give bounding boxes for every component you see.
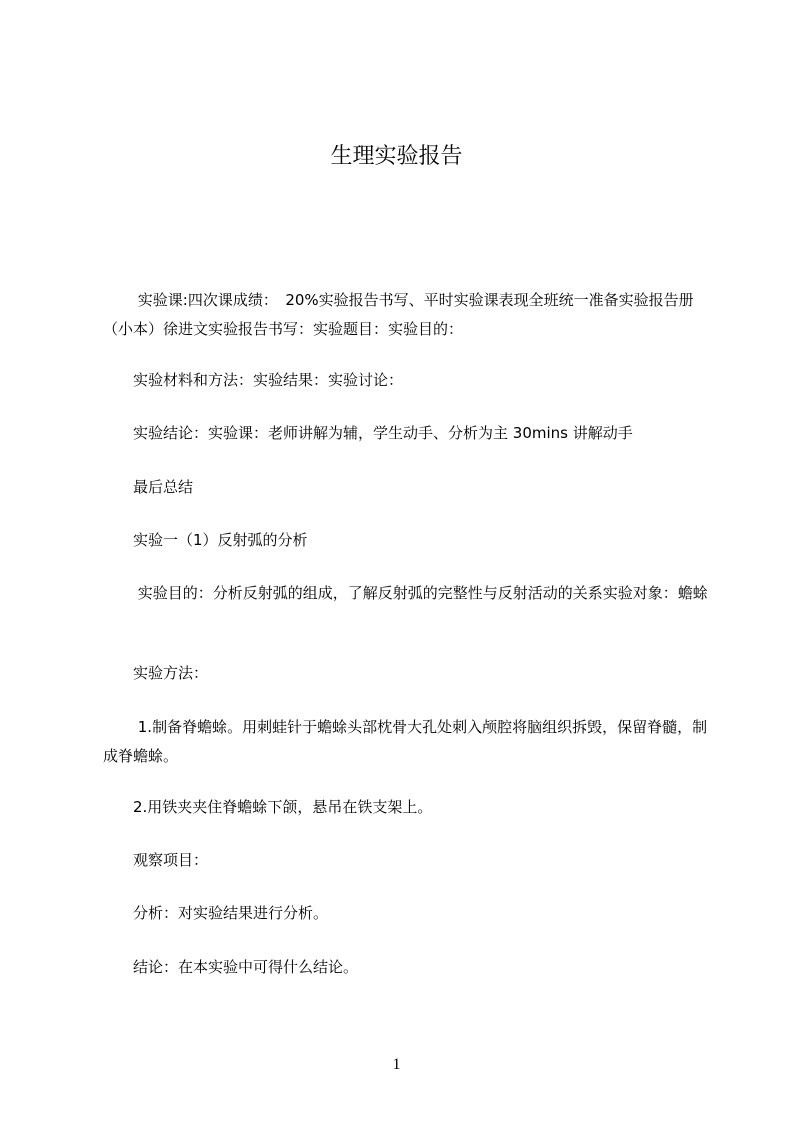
page-number: 1 [392, 1056, 401, 1073]
paragraph-conclusion-lecture: 实验结论：实验课：老师讲解为辅，学生动手、分析为主 30mins 讲解动手 [103, 424, 633, 442]
paragraph-conclusion: 结论：在本实验中可得什么结论。 [103, 958, 359, 976]
document-title: 生理实验报告 [330, 144, 463, 169]
paragraph-observation-items: 观察项目： [103, 851, 209, 869]
paragraph-method-step-1: 1.制备脊蟾蜍。用刺蛙针于蟾蜍头部枕骨大孔处刺入颅腔将脑组织拆毁，保留脊髓，制成脊蟾蜍。 [103, 718, 708, 765]
paragraph-materials-methods: 实验材料和方法：实验结果：实验讨论： [103, 371, 404, 389]
paragraph-experiment-method-heading: 实验方法： [103, 664, 209, 682]
paragraph-method-step-2: 2.用铁夹夹住脊蟾蜍下颌，悬吊在铁支架上。 [103, 798, 433, 816]
paragraph-final-summary: 最后总结 [103, 478, 194, 496]
paragraph-analysis: 分析：对实验结果进行分析。 [103, 904, 329, 922]
paragraph-experiment-purpose: 实验目的：分析反射弧的组成，了解反射弧的完整性与反射活动的关系实验对象：蟾蜍 [103, 584, 708, 602]
paragraph-course-info: 实验课:四次课成绩： 20%实验报告书写、平时实验课表现全班统一准备实验报告册（小本）徐进文实验报告书写：实验题目：实验目的： [103, 291, 694, 338]
paragraph-experiment-one-title: 实验一（1）反射弧的分析 [103, 531, 308, 549]
